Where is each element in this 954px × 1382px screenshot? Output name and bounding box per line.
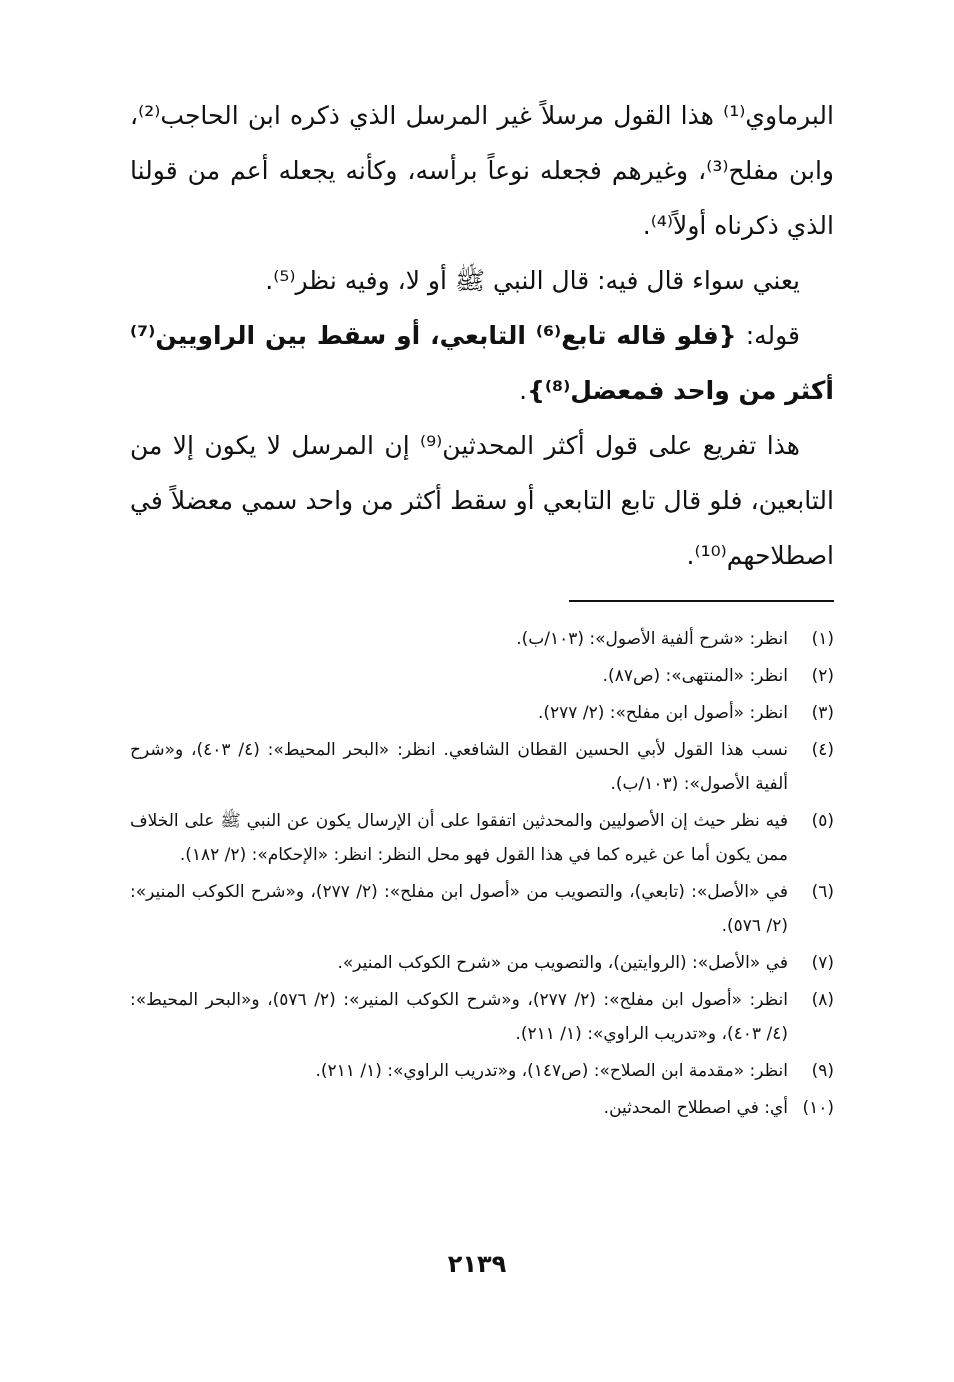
footnote-text: انظر: «أصول ابن مفلح»: (٢/ ٢٧٧)، و«شرح الكوكب المنير»: (٢/ ٥٧٦)، و«البحر المحيط»: (٤/ ٤٠٣)، و«تدريب الراوي»: (١/ ٢١١). (130, 990, 789, 1044)
footnote-text: نسب هذا القول لأبي الحسين القطان الشافعي. انظر: «البحر المحيط»: (٤/ ٤٠٣)، و«شرح ألفية الأصول»: (١٠٣/ب). (130, 740, 788, 794)
paragraph-2: يعني سواء قال فيه: قال النبي ﷺ أو لا، وفيه نظر⁽⁵⁾. (265, 266, 800, 295)
footnote-item (130, 622, 834, 656)
footnote-number: (٤) (811, 740, 834, 760)
footnote-item (130, 875, 834, 943)
quote-end: . (519, 376, 528, 405)
footnote-text: فيه نظر حيث إن الأصوليين والمحدثين اتفقوا على أن الإرسال يكون عن النبي ﷺ على الخلاف ممن يكون أما عن غيره كما في هذا القول فهو محل النظر: انظر: «الإحكام»: (٢/ ١٨٢). (130, 811, 788, 865)
footnote-text: انظر: «أصول ابن مفلح»: (٢/ ٢٧٧). (537, 703, 788, 723)
footnote-number: (٩) (811, 1061, 834, 1081)
footnote-text: أي: في اصطلاح المحدثين. (603, 1098, 788, 1118)
footnote-item (130, 946, 834, 980)
footnote-number: (٢) (811, 666, 834, 686)
footnote-item (130, 1054, 834, 1088)
footnote-item (130, 733, 834, 801)
quote-lead: قوله: (736, 321, 801, 350)
footnote-number: (١) (811, 629, 834, 649)
footnote-number: (٨) (811, 990, 834, 1010)
footnote-divider (569, 600, 834, 602)
footnote-number: (٥) (811, 811, 834, 831)
footnote-item (130, 1091, 834, 1125)
page-number: ٢١٣٩ (447, 1250, 507, 1278)
footnote-item (130, 659, 834, 693)
quoted-text: {فلو قاله تابع⁽⁶⁾ التابعي، أو سقط بين الراويين⁽⁷⁾ أكثر من واحد فمعضل⁽⁸⁾} (130, 321, 834, 405)
footnotes-list (130, 622, 834, 1128)
main-text-block (130, 88, 834, 583)
footnote-item (130, 804, 834, 872)
paragraph-3 (130, 308, 834, 418)
paragraph-4: هذا تفريع على قول أكثر المحدثين⁽⁹⁾ إن المرسل لا يكون إلا من التابعين، فلو قال تابع التابعي أو سقط أكثر من واحد سمي معضلاً في اصطلاحهم⁽¹⁰⁾. (130, 431, 834, 570)
footnote-number: (٧) (811, 953, 834, 973)
footnote-number: (١٠) (802, 1098, 834, 1118)
footnote-number: (٦) (811, 882, 834, 902)
footnote-text: في «الأصل»: (الروايتين)، والتصويب من «شرح الكوكب المنير». (337, 953, 788, 973)
footnote-text: انظر: «مقدمة ابن الصلاح»: (ص١٤٧)، و«تدريب الراوي»: (١/ ٢١١). (315, 1061, 788, 1081)
footnote-item (130, 983, 834, 1051)
footnote-text: انظر: «شرح ألفية الأصول»: (١٠٣/ب). (516, 629, 788, 649)
footnote-item (130, 696, 834, 730)
footnote-number: (٣) (811, 703, 834, 723)
paragraph-1: البرماوي⁽¹⁾ هذا القول مرسلاً غير المرسل الذي ذكره ابن الحاجب⁽²⁾، وابن مفلح⁽³⁾، وغيرهم فجعله نوعاً برأسه، وكأنه يجعله أعم من قولنا الذي ذكرناه أولاً⁽⁴⁾. (130, 101, 835, 240)
footnote-text: في «الأصل»: (تابعي)، والتصويب من «أصول ابن مفلح»: (٢/ ٢٧٧)، و«شرح الكوكب المنير»: (٢/ ٥٧٦). (130, 882, 788, 936)
footnote-text: انظر: «المنتهى»: (ص٨٧). (602, 666, 788, 686)
